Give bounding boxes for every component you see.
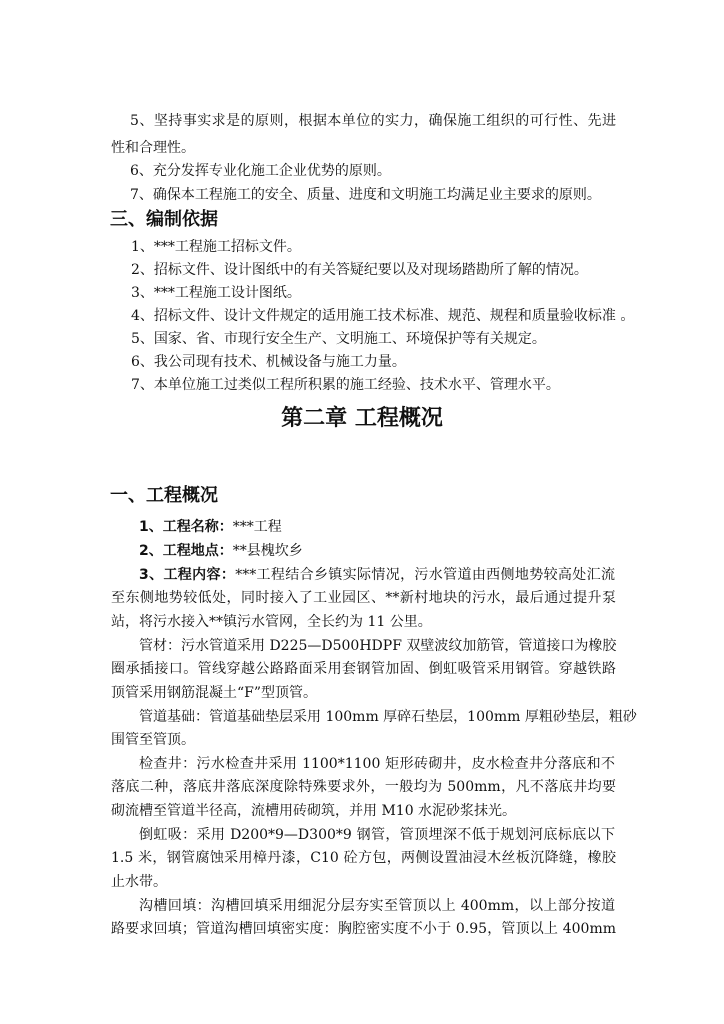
project-location-row xyxy=(139,541,303,561)
project-content-line-2: 至东侧地势较低处，同时接入了工业园区、**新村地块的污水，最后通过提升泵 xyxy=(111,590,616,606)
basis-item: 5、国家、省、市现行安全生产、文明施工、环境保护等有关规定。 xyxy=(131,331,546,347)
pipe-material-line-1: 管材：污水管道采用 D225—D500HDPF 双壁波纹加筋管，管道接口为橡胶 xyxy=(139,638,617,654)
principle-6: 6、充分发挥专业化施工企业优势的原则。 xyxy=(130,163,391,179)
project-content-line-1 xyxy=(139,565,615,585)
principle-5-line-1: 5、坚持事实求是的原则，根据本单位的实力，确保施工组织的可行性、先进 xyxy=(130,113,616,129)
basis-item: 6、我公司现有技术、机械设备与施工力量。 xyxy=(131,354,406,370)
principle-7: 7、确保本工程施工的安全、质量、进度和文明施工均满足业主要求的原则。 xyxy=(130,187,601,203)
trench-backfill-line-1: 沟槽回填：沟槽回填采用细泥分层夯实至管顶以上 400mm，以上部分按道 xyxy=(139,898,615,914)
siphon-line-2: 1.5 米，钢管腐蚀采用樟丹漆，C10 砼方包，两侧设置油浸木丝板沉降缝，橡胶 xyxy=(111,850,616,866)
pipe-base-line-2: 围管至管顶。 xyxy=(111,732,195,748)
basis-item: 3、***工程施工设计图纸。 xyxy=(131,285,301,301)
pipe-material-line-2: 圈承插接口。管线穿越公路路面采用套钢管加固、倒虹吸管采用钢管。穿越铁路 xyxy=(111,661,616,677)
siphon-line-1: 倒虹吸：采用 D200*9—D300*9 钢管，管顶埋深不低于规划河底标底以下 xyxy=(139,827,615,843)
section-heading-basis: 三、编制依据 xyxy=(110,209,218,230)
project-location-label: 2、工程地点： xyxy=(139,543,233,559)
siphon-line-3: 止水带。 xyxy=(111,874,167,890)
trench-backfill-line-2: 路要求回填；管道沟槽回填密实度：胸腔密实度不小于 0.95，管顶以上 400mm xyxy=(111,921,616,937)
inspection-well-line-3: 砌流槽至管道半径高，流槽用砖砌筑，并用 M10 水泥砂浆抹光。 xyxy=(111,803,517,819)
project-content-line-3: 站，将污水接入**镇污水管网，全长约为 11 公里。 xyxy=(111,614,432,630)
pipe-material-line-3: 顶管采用钢筋混凝土“F”型顶管。 xyxy=(111,685,318,701)
basis-item: 4、招标文件、设计文件规定的适用施工技术标准、规范、规程和质量验收标准 。 xyxy=(131,308,635,324)
project-name-label: 1、工程名称： xyxy=(139,519,233,535)
project-name-value: ***工程 xyxy=(232,519,282,535)
chapter-title: 第二章 工程概况 xyxy=(281,406,443,431)
project-content-text: ***工程结合乡镇实际情况，污水管道由西侧地势较高处汇流 xyxy=(235,567,615,583)
project-name-row xyxy=(139,517,282,537)
project-location-value: **县槐坎乡 xyxy=(232,543,303,559)
basis-item: 1、***工程施工招标文件。 xyxy=(131,239,301,255)
basis-item: 2、招标文件、设计图纸中的有关答疑纪要以及对现场踏勘所了解的情况。 xyxy=(131,262,588,278)
project-content-label: 3、工程内容： xyxy=(139,567,236,583)
pipe-base-line-1: 管道基础：管道基础垫层采用 100mm 厚碎石垫层，100mm 厚粗砂垫层，粗砂 xyxy=(139,709,637,725)
inspection-well-line-2: 落底二种，落底井落底深度除特殊要求外，一般均为 500mm，凡不落底井均要 xyxy=(111,779,616,795)
section-heading-overview: 一、工程概况 xyxy=(110,485,218,506)
basis-item: 7、本单位施工过类似工程所积累的施工经验、技术水平、管理水平。 xyxy=(131,377,560,393)
principle-5-line-2: 性和合理性。 xyxy=(111,140,195,156)
inspection-well-line-1: 检查井：污水检查井采用 1100*1100 矩形砖砌井，皮水检查井分落底和不 xyxy=(139,756,615,772)
